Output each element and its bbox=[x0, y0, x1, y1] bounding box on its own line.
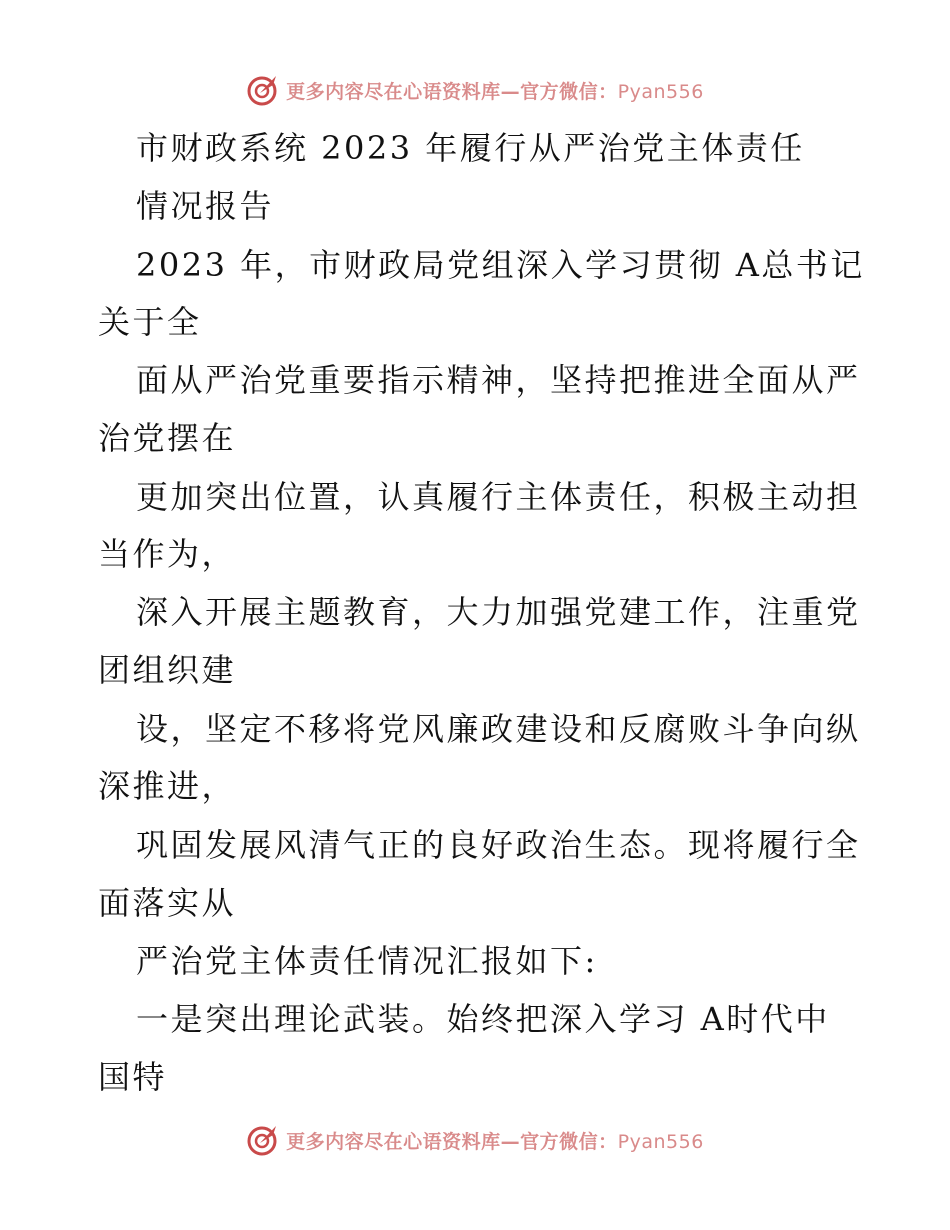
paragraph-line: 国特 bbox=[98, 1058, 168, 1096]
paragraph-line: 治党摆在 bbox=[98, 419, 237, 457]
quill-logo-icon bbox=[246, 1123, 280, 1157]
paragraph-line: 更加突出位置，认真履行主体责任，积极主动担 bbox=[136, 478, 861, 516]
document-title-line-1: 市财政系统 2023 年履行从严治党主体责任 bbox=[136, 129, 805, 167]
paragraph-line: 关于全 bbox=[98, 303, 202, 341]
paragraph-line: 2023 年，市财政局党组深入学习贯彻 A总书记 bbox=[136, 246, 865, 284]
paragraph-line: 面从严治党重要指示精神，坚持把推进全面从严 bbox=[136, 361, 861, 399]
paragraph-line: 面落实从 bbox=[98, 884, 237, 922]
watermark-text: 更多内容尽在心语资料库—官方微信：Pyan556 bbox=[286, 1130, 704, 1153]
watermark-footer bbox=[0, 1120, 950, 1160]
paragraph-line: 一是突出理论武装。始终把深入学习 A时代中 bbox=[136, 1000, 830, 1038]
watermark-wechat-id: Pyan556 bbox=[617, 1130, 704, 1153]
paragraph-line: 深推进， bbox=[98, 767, 237, 805]
paragraph-line: 设，坚定不移将党风廉政建设和反腐败斗争向纵 bbox=[136, 710, 861, 748]
paragraph-line: 当作为， bbox=[98, 535, 237, 573]
paragraph-line: 团组织建 bbox=[98, 651, 237, 689]
paragraph-line: 深入开展主题教育，大力加强党建工作，注重党 bbox=[136, 593, 861, 631]
paragraph-line: 巩固发展风清气正的良好政治生态。现将履行全 bbox=[136, 826, 861, 864]
watermark-text: 更多内容尽在心语资料库—官方微信：Pyan556 bbox=[286, 80, 704, 103]
watermark-wechat-id: Pyan556 bbox=[617, 80, 704, 103]
document-title-line-2: 情况报告 bbox=[136, 187, 275, 225]
paragraph-line: 严治党主体责任情况汇报如下: bbox=[136, 942, 598, 980]
